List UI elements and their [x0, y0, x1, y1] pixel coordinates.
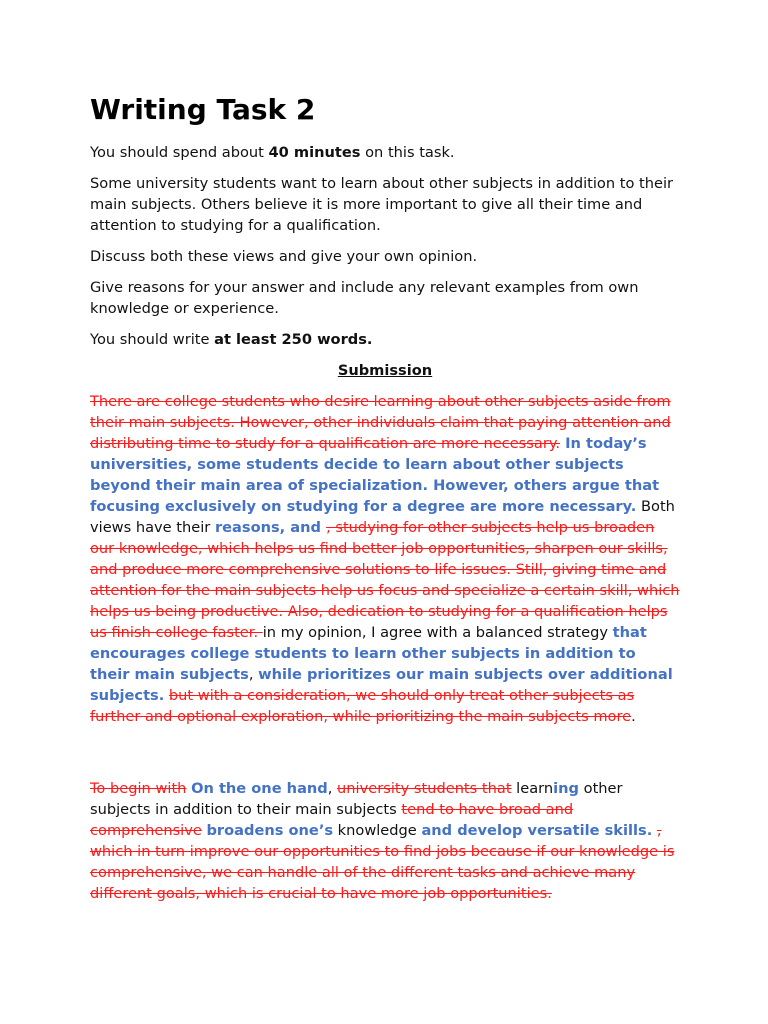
plain-text: other subjects in addition to their main subjects: [90, 780, 623, 818]
plain-text: .: [631, 708, 636, 725]
inserted-text: On the one hand: [191, 780, 328, 797]
submission-heading: Submission: [337, 362, 433, 379]
deleted-text: , which in turn improve our opportunities to find jobs because if our knowledge is comprehensive, we can handle all of the different tasks and achieve many different goals, which is crucial to have more job opportunities.: [90, 822, 675, 902]
plain-text: in my opinion, I agree with a balanced strategy: [262, 624, 613, 641]
inserted-text: reasons, and: [214, 519, 327, 536]
inserted-text: while prioritizes our main subjects over additional subjects.: [90, 666, 673, 704]
inserted-text: broadens one’s: [206, 822, 334, 839]
plain-text: Both views have their: [90, 498, 675, 536]
time-instruction: [90, 142, 680, 163]
time-suffix: on this task.: [360, 144, 455, 161]
plain-text: ,: [327, 780, 338, 797]
inserted-text: ing: [553, 780, 579, 797]
document-page: [90, 92, 680, 914]
submission-heading-row: [90, 360, 680, 381]
plain-text: ,: [248, 666, 259, 683]
deleted-text: , studying for other subjects help us broaden our knowledge, which helps us find better job opportunities, sharpen our skills, and produce more comprehensive solutions to life issues. Still, giving time and attention for the main subjects help us focus and specialize a certain skill, which helps us being productive. Also, dedication to studying for a qualification helps us finish college faster.: [90, 519, 680, 641]
essay-paragraph-1: [90, 391, 680, 727]
essay-paragraph-2: [90, 778, 680, 904]
inserted-text: that encourages college students to learn other subjects in addition to their main subjects: [90, 624, 647, 683]
inserted-text: In today’s universities, some students decide to learn about other subjects beyond their main area of specialization. However, others argue that focusing exclusively on studying for a degree are more necessary.: [90, 435, 660, 515]
words-prefix: You should write: [90, 331, 215, 348]
words-bold: at least 250 words.: [214, 331, 373, 348]
inserted-text: and develop versatile skills.: [421, 822, 653, 839]
deleted-text: tend to have broad and comprehensive: [90, 801, 574, 839]
deleted-text: There are college students who desire learning about other subjects aside from their main subjects. However, other individuals claim that paying attention and distributing time to study for a qualification are more necessary.: [90, 393, 671, 452]
paragraph-gap: [90, 737, 680, 778]
deleted-text: To begin with: [90, 780, 187, 797]
word-count-instruction: [90, 329, 680, 350]
plain-text: knowledge: [333, 822, 422, 839]
time-prefix: You should spend about: [90, 144, 269, 161]
reasons-instruction: Give reasons for your answer and include any relevant examples from own knowledge or experience.: [90, 279, 639, 317]
discuss-instruction: Discuss both these views and give your own opinion.: [90, 248, 478, 265]
page-title: Writing Task 2: [90, 93, 316, 126]
plain-text: learn: [511, 780, 554, 797]
time-bold: 40 minutes: [268, 144, 361, 161]
task-prompt: Some university students want to learn about other subjects in addition to their main subjects. Others believe it is more important to give all their time and attention to studying for a qualification.: [90, 175, 674, 234]
deleted-text: university students that: [337, 780, 512, 797]
deleted-text: but with a consideration, we should only treat other subjects as further and optional exploration, while prioritizing the main subjects more: [90, 687, 635, 725]
